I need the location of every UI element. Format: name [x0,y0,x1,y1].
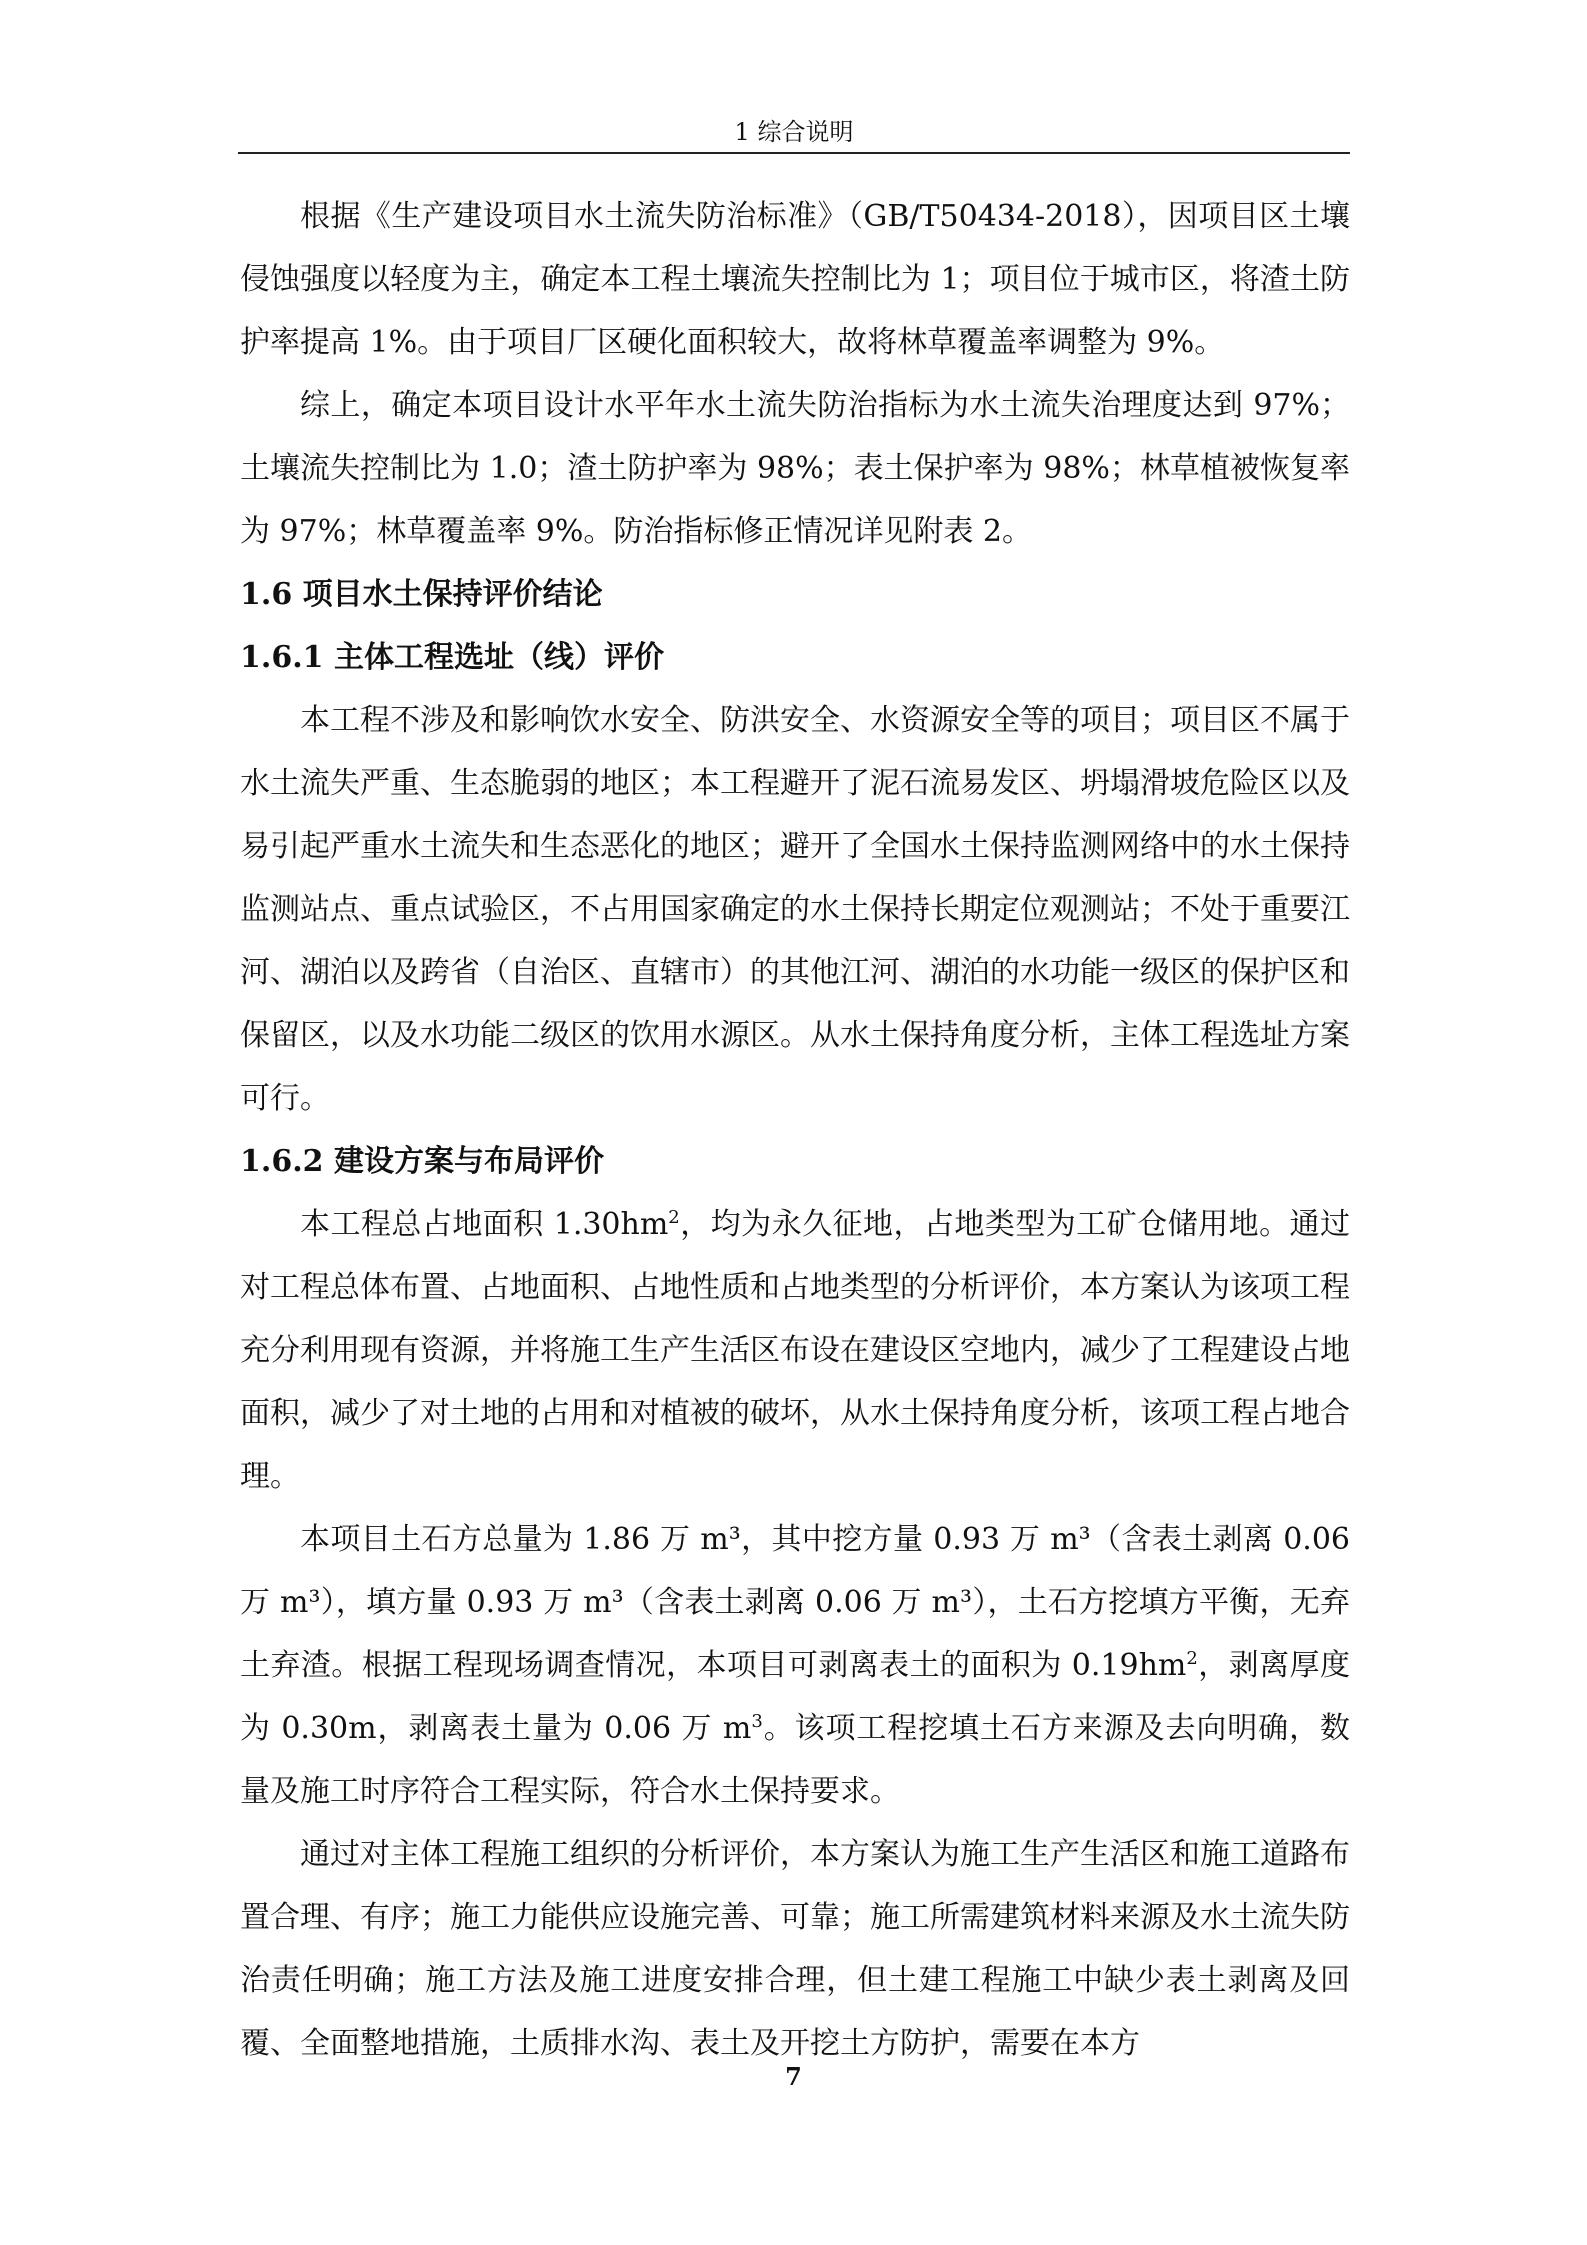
page-header [238,112,1350,154]
paragraph: 通过对主体工程施工组织的分析评价，本方案认为施工生产生活区和施工道路布置合理、有序；施工力能供应设施完善、可靠；施工所需建筑材料来源及水土流失防治责任明确；施工方法及施工进度安排合理，但土建工程施工中缺少表土剥离及回覆、全面整地措施，土质排水沟、表土及开挖土方防护，需要在本方 [240,1837,1350,2061]
section-heading-1-6: 1.6 项目水土保持评价结论 [240,577,603,612]
superscript: 3 [751,1711,763,1732]
paragraph: 根据《生产建设项目水土流失防治标准》（GB/T50434-2018），因项目区土壤侵蚀强度以轻度为主，确定本工程土壤流失控制比为 1；项目位于城市区，将渣土防护率提高 1%。由于项目厂区硬化面积较大，故将林草覆盖率调整为 9%。 [240,199,1350,360]
text-run: 本工程总占地面积 1.30hm [300,1207,669,1242]
text-run: 本项目土石方总量为 1.86 万 m³，其中挖方量 0.93 万 m³（含表土剥离 0.06 万 m³），填方量 0.93 万 m³（含表土剥离 0.06 万 m³），土石方挖填方平衡，无弃土弃渣。根据工程现场调查情况，本项目可剥离表土的面积为 0.19hm [240,1522,1350,1683]
page-number: 7 [785,2062,802,2091]
paragraph [240,1193,1350,1508]
superscript: 2 [668,1207,680,1228]
paragraph: 本工程不涉及和影响饮水安全、防洪安全、水资源安全等的项目；项目区不属于水土流失严重、生态脆弱的地区；本工程避开了泥石流易发区、坍塌滑坡危险区以及易引起严重水土流失和生态恶化的地区；避开了全国水土保持监测网络中的水土保持监测站点、重点试验区，不占用国家确定的水土保持长期定位观测站；不处于重要江河、湖泊以及跨省（自治区、直辖市）的其他江河、湖泊的水功能一级区的保护区和保留区，以及水功能二级区的饮用水源区。从水土保持角度分析，主体工程选址方案可行。 [240,703,1350,1116]
section-heading-1-6-1: 1.6.1 主体工程选址（线）评价 [240,640,664,675]
paragraph: 综上，确定本项目设计水平年水土流失防治指标为水土流失治理度达到 97%；土壤流失控制比为 1.0；渣土防护率为 98%；表土保护率为 98%；林草植被恢复率为 97%；林草覆盖率 9%。防治指标修正情况详见附表 2。 [240,388,1350,549]
paragraph [240,1508,1350,1823]
document-body [240,185,1350,2075]
text-run: ，均为永久征地，占地类型为工矿仓储用地。通过对工程总体布置、占地面积、占地性质和占地类型的分析评价，本方案认为该项工程充分利用现有资源，并将施工生产生活区布设在建设区空地内，减少了工程建设占地面积，减少了对土地的占用和对植被的破坏，从水土保持角度分析，该项工程占地合理。 [240,1207,1350,1494]
header-title: 1 综合说明 [734,118,854,146]
text-run: 。该项工程挖填土石方来源及去向明确，数量及施工时序符合工程实际，符合水土保持要求。 [240,1711,1350,1809]
section-heading-1-6-2: 1.6.2 建设方案与布局评价 [240,1144,604,1179]
superscript: 2 [1186,1648,1198,1669]
text-run: ，剥离厚度为 0.30m，剥离表土量为 0.06 万 m [240,1648,1350,1746]
